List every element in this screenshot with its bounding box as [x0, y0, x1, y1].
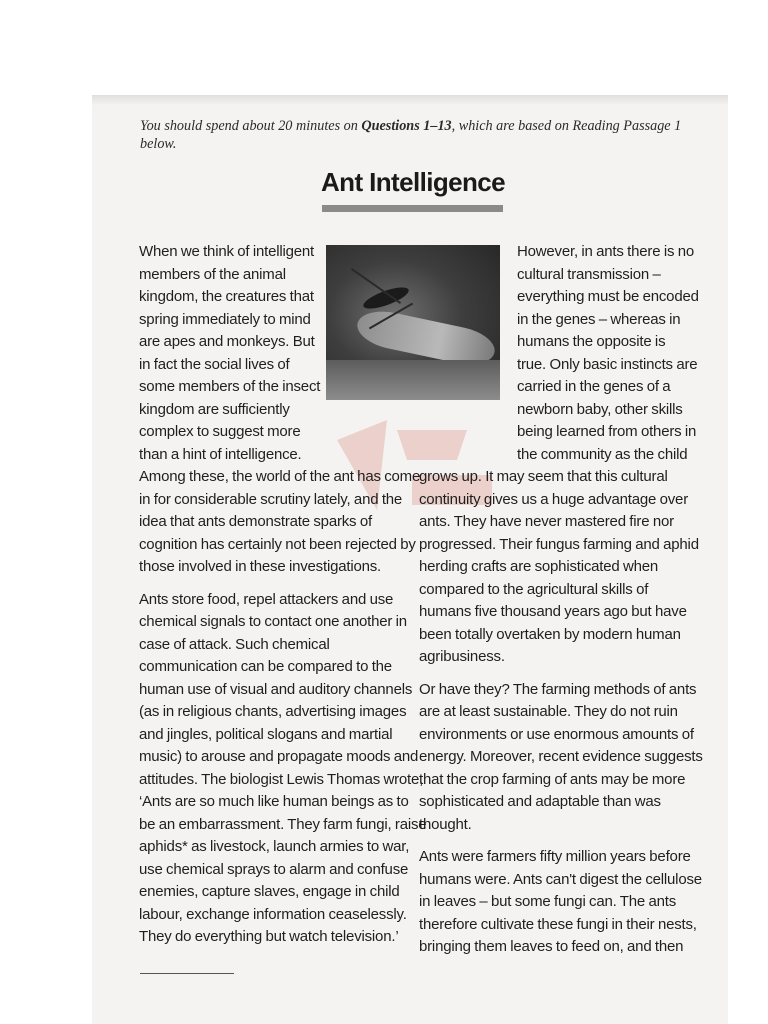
text-line: case of attack. Such chemical: [139, 635, 330, 653]
text-line: kingdom are sufficiently: [139, 400, 290, 418]
text-line: spring immediately to mind: [139, 310, 311, 328]
left-column-bottom: [139, 466, 427, 959]
text-line: idea that ants demonstrate sparks of: [139, 513, 372, 530]
text-line: When we think of intelligent: [139, 243, 315, 260]
text-line: ‘Ants are so much like human beings as to: [139, 793, 409, 810]
text-line: music) to arouse and propagate moods and: [139, 748, 419, 765]
text-line: Or have they? The farming methods of ants: [419, 680, 697, 698]
text-line: humans were. Ants can't digest the cellulose: [419, 870, 702, 888]
instructions-post: , which are based on Reading Passage 1 below.: [140, 118, 682, 152]
text-line: some members of the insect: [139, 378, 321, 395]
ant-photo: [326, 245, 500, 400]
text-line: are apes and monkeys. But: [139, 333, 315, 350]
text-line: grows up. It may seem that this cultural: [419, 468, 668, 485]
text-line: newborn baby, other skills: [517, 400, 683, 418]
text-line: those involved in these investigations.: [139, 558, 382, 575]
text-line: aphids* as livestock, launch armies to war,: [139, 838, 410, 855]
exam-page: [92, 95, 728, 1024]
instructions-questions: Questions 1–13: [361, 118, 452, 134]
text-line: true. Only basic instincts are: [517, 355, 698, 373]
text-line: energy. Moreover, recent evidence suggests: [419, 748, 703, 765]
passage-title: Ant Intelligence: [321, 167, 505, 197]
text-line: the community as the child: [517, 445, 688, 463]
paragraph-among: [139, 466, 421, 579]
text-line: cultural transmission –: [517, 265, 661, 283]
text-line: sophisticated and adaptable than was: [419, 793, 661, 810]
text-line: Among these, the world of the ant has come: [139, 468, 421, 485]
text-line: been totally overtaken by modern human: [419, 625, 681, 643]
text-line: and jingles, political slogans and martial: [139, 725, 393, 743]
text-line: carried in the genes of a: [517, 378, 671, 395]
text-line: progressed. Their fungus farming and aphid: [419, 535, 699, 553]
instructions: [140, 117, 700, 153]
instructions-pre: You should spend about 20 minutes on: [140, 118, 362, 134]
text-line: continuity gives us a huge advantage over: [419, 490, 688, 508]
text-line: than a hint of intelligence.: [139, 445, 302, 463]
text-line: labour, exchange information ceaselessly.: [139, 905, 407, 923]
text-line: human use of visual and auditory channels: [139, 680, 413, 698]
text-line: in leaves – but some fungi can. The ants: [419, 893, 677, 910]
text-line: attitudes. The biologist Lewis Thomas wrote,: [139, 770, 424, 788]
text-line: ants. They have never mastered fire nor: [419, 513, 674, 530]
text-line: complex to suggest more: [139, 423, 301, 440]
text-line: kingdom, the creatures that: [139, 288, 314, 305]
text-line: herding crafts are sophisticated when: [419, 558, 659, 575]
text-line: communication can be compared to the: [139, 658, 392, 675]
text-line: Ants store food, repel attackers and use: [139, 590, 394, 608]
text-line: in for considerable scrutiny lately, and the: [139, 490, 403, 508]
text-line: bringing them leaves to feed on, and then: [419, 938, 684, 955]
text-line: that the crop farming of ants may be more: [419, 770, 686, 788]
paragraph-or-have-they: [419, 679, 709, 837]
text-line: thought.: [419, 815, 472, 833]
text-line: everything must be encoded: [517, 288, 699, 305]
paragraph-ants-store: [139, 589, 427, 949]
text-line: However, in ants there is no: [517, 243, 694, 260]
text-line: (as in religious chants, advertising images: [139, 703, 407, 720]
text-line: agribusiness.: [419, 648, 505, 665]
text-line: humans the opposite is: [517, 333, 666, 350]
paragraph-grows-up: [419, 466, 709, 669]
text-line: They do everything but watch television.’: [139, 928, 399, 945]
title-underline-bar: [322, 205, 503, 212]
text-line: in fact the social lives of: [139, 355, 290, 373]
right-column-bottom: [419, 466, 709, 969]
text-line: use chemical sprays to alarm and confuse: [139, 860, 409, 878]
text-line: chemical signals to contact one another in: [139, 613, 407, 630]
paragraph-ants-were-farmers: [419, 846, 709, 959]
text-line: are at least sustainable. They do not ruin: [419, 703, 678, 720]
right-column-top: [517, 241, 697, 466]
text-line: members of the animal: [139, 265, 286, 283]
text-line: humans five thousand years ago but have: [419, 603, 687, 620]
left-column-top: [139, 241, 319, 466]
text-line: therefore cultivate these fungi in their nests,: [419, 915, 697, 933]
text-line: in the genes – whereas in: [517, 310, 681, 328]
text-line: be an embarrassment. They farm fungi, raise: [139, 815, 427, 833]
text-line: enemies, capture slaves, engage in child: [139, 883, 400, 900]
text-line: Ants were farmers fifty million years before: [419, 848, 691, 865]
photo-ground: [326, 360, 500, 400]
text-line: compared to the agricultural skills of: [419, 580, 649, 598]
text-line: cognition has certainly not been rejected by: [139, 535, 416, 553]
text-line: being learned from others in: [517, 423, 697, 440]
text-line: environments or use enormous amounts of: [419, 725, 694, 743]
footnote-rule: [140, 973, 234, 974]
